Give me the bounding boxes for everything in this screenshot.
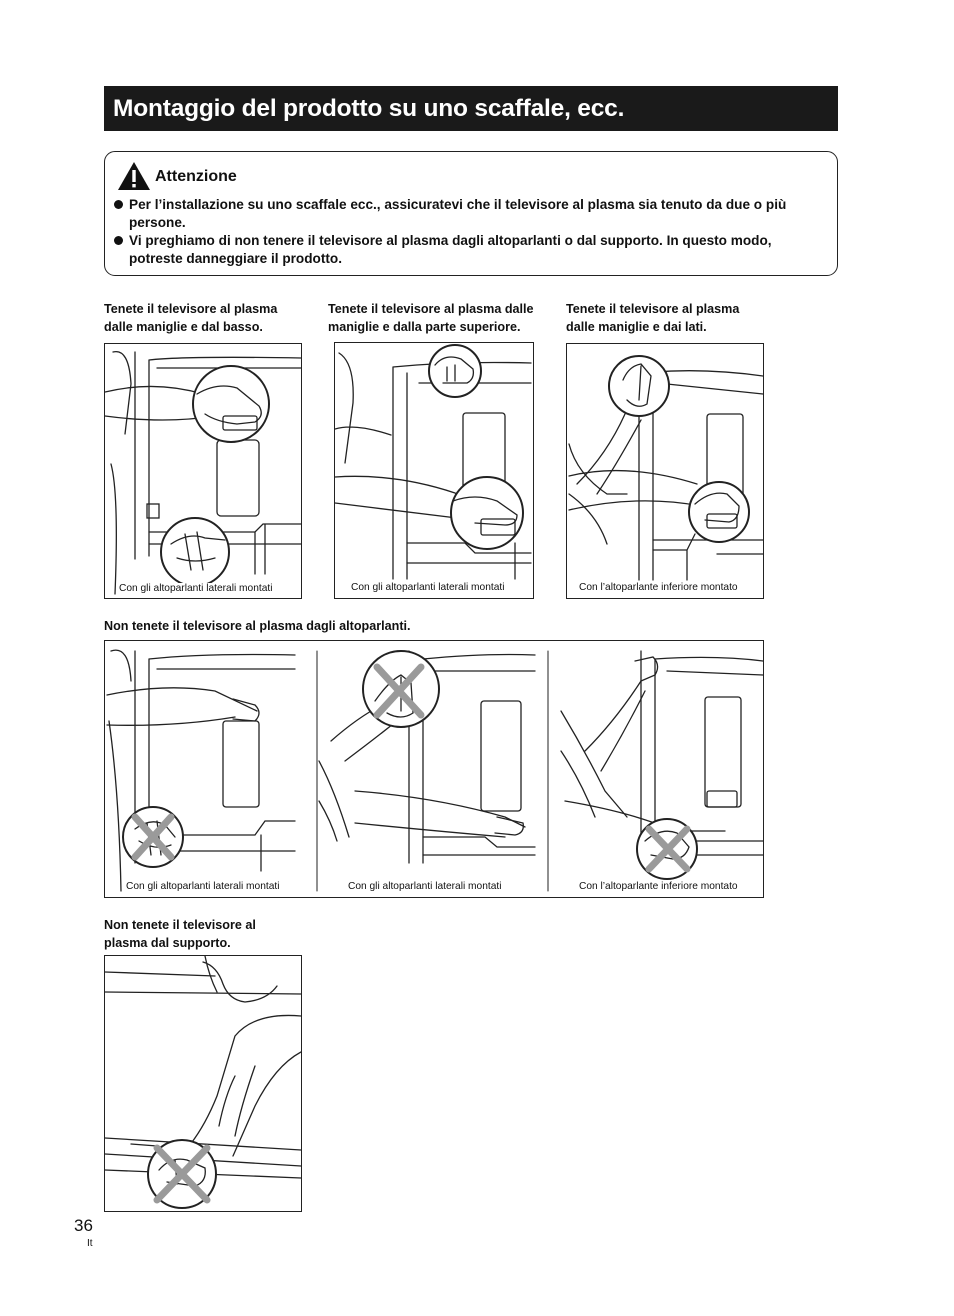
figure-label: Con gli altoparlanti laterali montati <box>119 583 273 594</box>
bullet-icon <box>114 200 123 209</box>
caution-item: Vi preghiamo di non tenere il televisore al plasma dagli altoparlanti o dal supporto. In questo modo, potreste danneggiare il prodotto. <box>113 232 818 268</box>
figure-label: Con gli altoparlanti laterali montati <box>126 881 280 892</box>
figure-label: Con gli altoparlanti laterali montati <box>351 582 505 593</box>
figure-label: Con gli altoparlanti laterali montati <box>348 881 502 892</box>
figure-label: Con l’altoparlante inferiore montato <box>579 881 738 892</box>
warning-icon <box>117 161 151 191</box>
caution-item: Per l’installazione su uno scaffale ecc., assicuratevi che il televisore al plasma sia tenuto da due o più persone. <box>113 196 818 232</box>
page-language: It <box>87 1238 93 1249</box>
bullet-icon <box>114 236 123 245</box>
caution-box <box>104 151 838 276</box>
section-heading: Non tenete il televisore al plasma dal supporto. <box>104 918 256 950</box>
illustration-hold-bottom <box>104 343 302 599</box>
page-number: 36 <box>74 1216 93 1235</box>
figure-caption: Tenete il televisore al plasma dalle maniglie e dal basso. <box>104 302 278 334</box>
page-title: Montaggio del prodotto su uno scaffale, ecc. <box>113 95 625 122</box>
caution-list <box>113 196 818 268</box>
figure-caption: Tenete il televisore al plasma dalle maniglie e dalla parte superiore. <box>328 302 534 334</box>
page-title-bar <box>104 86 838 131</box>
illustration-hold-sides <box>566 343 764 599</box>
section-heading: Non tenete il televisore al plasma dagli altoparlanti. <box>104 619 411 633</box>
illustration-wrong-speakers <box>104 640 764 898</box>
illustration-hold-top <box>334 342 534 599</box>
figure-label: Con l’altoparlante inferiore montato <box>579 582 738 593</box>
illustration-wrong-stand <box>104 955 302 1212</box>
caution-heading: Attenzione <box>155 168 237 185</box>
figure-caption: Tenete il televisore al plasma dalle maniglie e dai lati. <box>566 302 740 334</box>
